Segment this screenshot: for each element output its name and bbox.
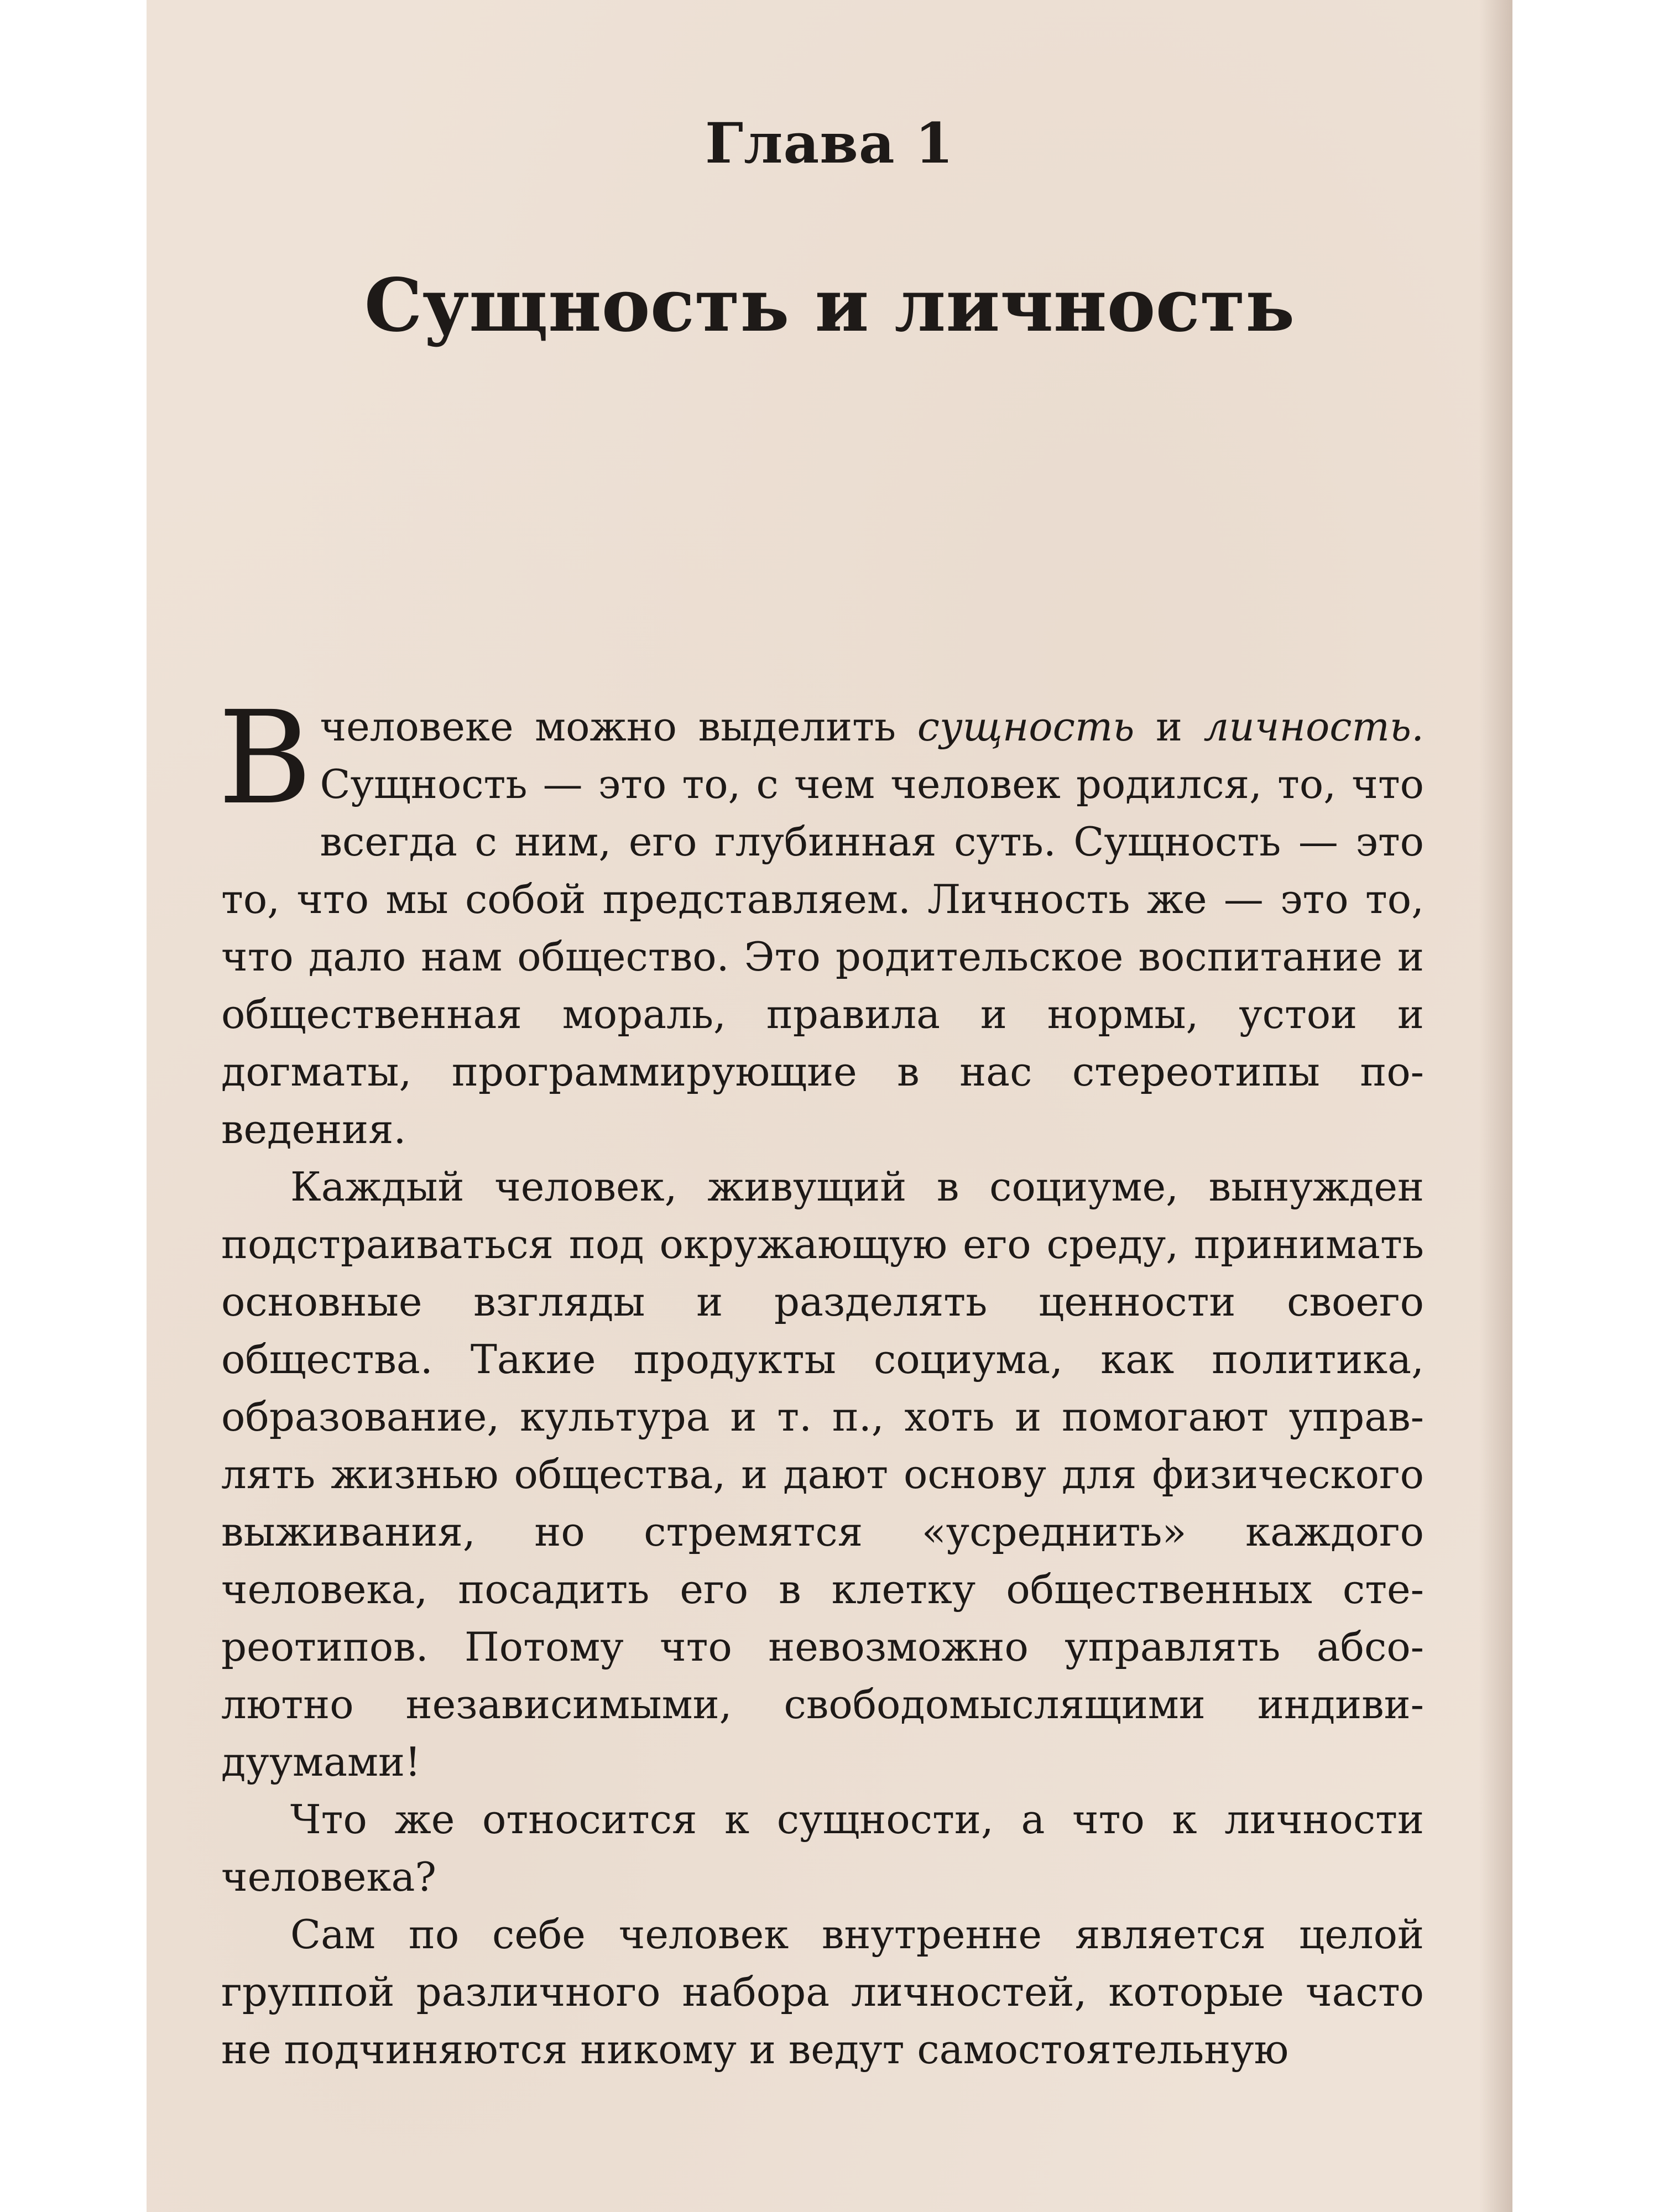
paragraph-2: Каждый человек, живущий в социуме, вынужден подстраиваться под окружающую его среду, принимать основные взгляды и разделять ценности своего общества. Такие продукты социума, как политика, образование, культура и т. п., хоть и помогают управлять жизнью общества, и дают основу для физического выживания, но стремятся «усреднить» каждого человека, посадить его в клетку общественных стереотипов. Потому что невозможно управлять абсолютно независимыми, свободомыслящими индивидуумами! (221, 1164, 1424, 1785)
emphasis-essence: сущность (917, 703, 1135, 750)
emphasis-personality: личность. (1203, 703, 1424, 750)
body-text (218, 684, 1424, 2078)
paragraph-3: Что же относится к сущности, а что к личности человека? (221, 1796, 1424, 1900)
drop-cap: В (218, 684, 312, 833)
paragraph-1-and: и (1134, 703, 1204, 750)
paragraph-1-lead: человеке можно выделить (320, 703, 917, 750)
paragraph-4: Сам по себе человек внутренне является целой группой различного набора личностей, которые часто не подчиняются никому и ведут самостоятельную (221, 1911, 1424, 2073)
paragraph-1 (218, 684, 1424, 1158)
book-page (147, 0, 1512, 2212)
paragraph-1-rest: Сущность — это то, с чем человек родился, то, что всегда с ним, его глубинная суть. Сущность — это то, что мы собой представляем. Личность же — это то, что дало нам общество. Это родительское воспитание и общественная мораль, правила и нормы, устои и догматы, программирующие в нас стереотипы поведения. (221, 761, 1424, 1152)
chapter-title: Сущность и личность (364, 263, 1295, 348)
chapter-number: Глава 1 (705, 111, 954, 176)
